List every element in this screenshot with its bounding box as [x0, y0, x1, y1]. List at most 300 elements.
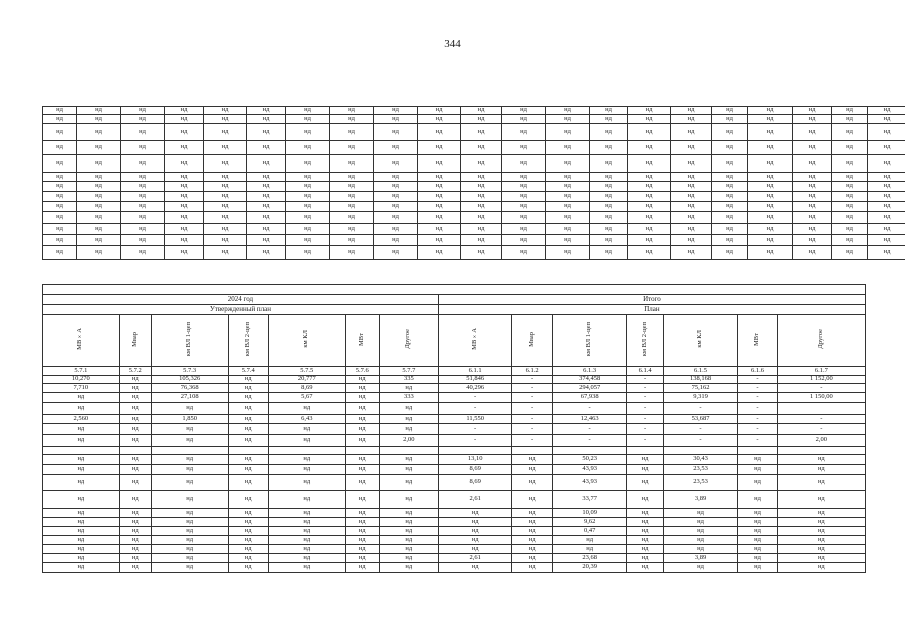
table-cell: нд: [228, 435, 268, 447]
table-cell: нд: [461, 107, 502, 115]
table-cell: нд: [228, 527, 268, 536]
table-cell: нд: [627, 527, 663, 536]
table-cell: -: [627, 403, 663, 415]
table-cell: нд: [286, 192, 330, 202]
table-cell: нд: [546, 182, 590, 192]
table-cell: нд: [793, 182, 832, 192]
column-header-label: км КЛ: [696, 330, 704, 349]
table-row: [43, 212, 905, 224]
table-cell: нд: [663, 536, 738, 545]
table-cell: нд: [590, 155, 628, 173]
table-cell: нд: [628, 202, 671, 212]
table-cell: 335: [379, 376, 438, 384]
table-cell: нд: [461, 235, 502, 246]
table-cell: нд: [345, 403, 379, 415]
table-cell: нд: [712, 115, 748, 124]
table-cell: -: [663, 403, 738, 415]
table-cell: нд: [43, 475, 120, 491]
table-cell: нд: [43, 235, 77, 246]
table-cell: нд: [43, 224, 77, 235]
table-cell: нд: [228, 518, 268, 527]
table-cell: нд: [793, 115, 832, 124]
table-cell: нд: [286, 141, 330, 155]
table-cell: нд: [121, 224, 165, 235]
table-cell: нд: [832, 212, 868, 224]
top-data-table: [42, 106, 905, 260]
table-cell: 13,10: [438, 455, 512, 465]
table-cell: нд: [379, 491, 438, 509]
table-cell: нд: [628, 155, 671, 173]
table-cell: -: [512, 393, 552, 403]
table-cell: нд: [330, 202, 374, 212]
table-cell: нд: [438, 563, 512, 573]
table-cell: нд: [119, 403, 151, 415]
table-cell: нд: [119, 435, 151, 447]
table-cell: нд: [777, 518, 865, 527]
table-cell: нд: [43, 141, 77, 155]
table-cell: нд: [43, 212, 77, 224]
table-cell: нд: [868, 124, 905, 141]
table-cell: [119, 447, 151, 455]
table-cell: нд: [512, 563, 552, 573]
table-cell: нд: [379, 384, 438, 393]
table-cell: нд: [121, 115, 165, 124]
table-cell: нд: [43, 465, 120, 475]
table-cell: нд: [438, 545, 512, 554]
table-cell: нд: [286, 212, 330, 224]
table-cell: нд: [712, 235, 748, 246]
table-cell: нд: [379, 465, 438, 475]
column-code: 5.7.2: [119, 367, 151, 376]
table-row: [43, 173, 905, 182]
table-cell: нд: [268, 545, 345, 554]
table-cell: нд: [546, 246, 590, 260]
table-cell: нд: [627, 518, 663, 527]
unit-header-row: [43, 315, 866, 367]
table-cell: -: [663, 424, 738, 435]
table-cell: нд: [738, 491, 777, 509]
table-cell: нд: [228, 509, 268, 518]
table-cell: нд: [590, 182, 628, 192]
table-cell: нд: [268, 475, 345, 491]
table-cell: нд: [165, 202, 204, 212]
table-cell: нд: [502, 173, 546, 182]
table-cell: нд: [77, 224, 121, 235]
table-row: [43, 518, 866, 527]
table-cell: нд: [627, 554, 663, 563]
table-row: [43, 554, 866, 563]
table-cell: нд: [512, 475, 552, 491]
column-code: 6.1.3: [552, 367, 627, 376]
table-cell: нд: [119, 465, 151, 475]
table-cell: нд: [204, 235, 247, 246]
table-cell: нд: [165, 235, 204, 246]
table-cell: нд: [671, 182, 712, 192]
table-cell: нд: [247, 124, 286, 141]
table-cell: нд: [77, 173, 121, 182]
table-cell: -: [777, 415, 865, 424]
table-cell: нд: [374, 235, 418, 246]
table-row: [43, 393, 866, 403]
table-cell: [345, 447, 379, 455]
table-cell: нд: [663, 563, 738, 573]
table-cell: нд: [461, 246, 502, 260]
table-cell: нд: [868, 192, 905, 202]
table-cell: нд: [738, 455, 777, 465]
table-cell: нд: [868, 107, 905, 115]
table-cell: нд: [418, 115, 461, 124]
table-cell: нд: [43, 192, 77, 202]
column-header: [268, 315, 345, 367]
table-cell: нд: [546, 173, 590, 182]
table-row: [43, 124, 905, 141]
table-cell: нд: [43, 536, 120, 545]
table-cell: нд: [748, 192, 793, 202]
table-cell: нд: [738, 545, 777, 554]
table-cell: нд: [43, 124, 77, 141]
table-cell: нд: [628, 107, 671, 115]
table-cell: нд: [663, 545, 738, 554]
table-cell: нд: [165, 115, 204, 124]
column-header-label: км ВЛ 1-цеп: [585, 322, 593, 357]
table-cell: нд: [793, 212, 832, 224]
table-cell: нд: [777, 563, 865, 573]
table-cell: нд: [43, 202, 77, 212]
table-cell: нд: [286, 235, 330, 246]
table-cell: нд: [43, 518, 120, 527]
table-cell: 40,296: [438, 384, 512, 393]
table-cell: нд: [671, 246, 712, 260]
table-cell: нд: [119, 376, 151, 384]
table-cell: -: [512, 424, 552, 435]
table-cell: нд: [628, 192, 671, 202]
table-cell: -: [738, 435, 777, 447]
table-cell: нд: [121, 155, 165, 173]
table-cell: нд: [345, 475, 379, 491]
table-cell: нд: [379, 403, 438, 415]
table-cell: нд: [712, 141, 748, 155]
table-cell: нд: [832, 246, 868, 260]
table-cell: нд: [374, 246, 418, 260]
table-cell: нд: [119, 509, 151, 518]
table-cell: нд: [502, 182, 546, 192]
table-cell: нд: [151, 563, 228, 573]
column-code: 5.7.4: [228, 367, 268, 376]
table-cell: нд: [228, 491, 268, 509]
column-code: 5.7.5: [268, 367, 345, 376]
table-cell: нд: [748, 212, 793, 224]
table-cell: нд: [247, 155, 286, 173]
column-header-label: Другое: [816, 329, 824, 350]
table-cell: нд: [663, 509, 738, 518]
table-cell: нд: [671, 124, 712, 141]
table-cell: нд: [345, 563, 379, 573]
table-cell: 8,69: [438, 475, 512, 491]
table-cell: нд: [151, 509, 228, 518]
table-cell: -: [512, 376, 552, 384]
table-cell: нд: [628, 212, 671, 224]
column-header-label: Мвар: [130, 331, 138, 347]
table-cell: нд: [590, 235, 628, 246]
table-cell: нд: [546, 202, 590, 212]
table-cell: нд: [502, 202, 546, 212]
table-cell: нд: [627, 491, 663, 509]
table-cell: нд: [546, 224, 590, 235]
table-cell: нд: [379, 415, 438, 424]
table-cell: нд: [374, 155, 418, 173]
table-cell: нд: [663, 527, 738, 536]
table-cell: 105,326: [151, 376, 228, 384]
table-cell: нд: [228, 403, 268, 415]
table-cell: нд: [628, 235, 671, 246]
table-cell: -: [738, 384, 777, 393]
table-cell: нд: [330, 212, 374, 224]
table-cell: нд: [151, 424, 228, 435]
table-cell: нд: [247, 173, 286, 182]
table-row: [43, 384, 866, 393]
table-row: [43, 563, 866, 573]
table-cell: нд: [832, 235, 868, 246]
table-cell: нд: [738, 518, 777, 527]
table-cell: нд: [379, 545, 438, 554]
table-cell: нд: [627, 475, 663, 491]
table-cell: нд: [379, 554, 438, 563]
table-cell: нд: [590, 124, 628, 141]
table-cell: нд: [418, 212, 461, 224]
table-cell: нд: [868, 224, 905, 235]
table-cell: нд: [330, 155, 374, 173]
table-cell: нд: [832, 107, 868, 115]
table-cell: нд: [512, 545, 552, 554]
table-cell: нд: [374, 115, 418, 124]
table-cell: нд: [330, 246, 374, 260]
table-cell: нд: [777, 536, 865, 545]
table-cell: нд: [461, 141, 502, 155]
table-cell: нд: [712, 107, 748, 115]
table-cell: нд: [77, 155, 121, 173]
table-cell: 76,368: [151, 384, 228, 393]
group-header-row: [43, 295, 866, 305]
table-cell: нд: [121, 124, 165, 141]
table-row: [43, 475, 866, 491]
table-cell: нд: [268, 527, 345, 536]
table-cell: нд: [119, 393, 151, 403]
table-cell: нд: [204, 124, 247, 141]
table-cell: -: [738, 393, 777, 403]
table-cell: нд: [165, 212, 204, 224]
table-cell: нд: [374, 224, 418, 235]
table-cell: нд: [832, 141, 868, 155]
table-cell: нд: [268, 554, 345, 563]
table-cell: нд: [268, 518, 345, 527]
table-cell: нд: [374, 124, 418, 141]
table-cell: нд: [165, 224, 204, 235]
subgroup-header-row: [43, 305, 866, 315]
table-cell: нд: [627, 455, 663, 465]
table-cell: нд: [345, 518, 379, 527]
table-cell: 3,89: [663, 554, 738, 563]
table-cell: 20,777: [268, 376, 345, 384]
subgroup-header-plan: План: [438, 305, 865, 315]
table-cell: нд: [43, 491, 120, 509]
table-cell: 67,938: [552, 393, 627, 403]
table-cell: -: [438, 435, 512, 447]
table-cell: 43,93: [552, 475, 627, 491]
table-cell: нд: [268, 563, 345, 573]
table-cell: нд: [868, 235, 905, 246]
table-cell: нд: [512, 527, 552, 536]
table-cell: 374,458: [552, 376, 627, 384]
table-cell: -: [627, 424, 663, 435]
table-cell: -: [512, 415, 552, 424]
table-cell: нд: [228, 393, 268, 403]
table-cell: 7,710: [43, 384, 120, 393]
table-cell: нд: [793, 192, 832, 202]
column-header: [627, 315, 663, 367]
table-cell: нд: [204, 202, 247, 212]
table-cell: 50,23: [552, 455, 627, 465]
column-header-label: км КЛ: [302, 330, 310, 349]
table-cell: 33,77: [552, 491, 627, 509]
table-cell: нд: [121, 107, 165, 115]
table-cell: нд: [712, 246, 748, 260]
table-row: [43, 202, 905, 212]
table-cell: нд: [777, 554, 865, 563]
column-header-label: МВ×А: [76, 328, 84, 351]
table-cell: нд: [418, 235, 461, 246]
table-cell: нд: [228, 384, 268, 393]
table-cell: [151, 447, 228, 455]
table-cell: 1 150,00: [777, 393, 865, 403]
table-cell: нд: [165, 182, 204, 192]
table-row: [43, 435, 866, 447]
table-cell: нд: [43, 393, 120, 403]
table-cell: -: [738, 376, 777, 384]
table-cell: нд: [418, 192, 461, 202]
table-cell: нд: [748, 235, 793, 246]
table-cell: нд: [77, 182, 121, 192]
table-cell: нд: [777, 545, 865, 554]
table-cell: 23,68: [552, 554, 627, 563]
table-cell: нд: [268, 465, 345, 475]
table-cell: [627, 447, 663, 455]
table-cell: нд: [418, 124, 461, 141]
column-header-label: км ВЛ 2-цеп: [243, 322, 251, 357]
table-cell: нд: [671, 235, 712, 246]
table-cell: нд: [502, 224, 546, 235]
table-row: [43, 141, 905, 155]
table-cell: нд: [204, 182, 247, 192]
table-cell: нд: [379, 509, 438, 518]
table-cell: нд: [712, 202, 748, 212]
table-cell: нд: [512, 455, 552, 465]
table-cell: нд: [461, 173, 502, 182]
table-cell: нд: [712, 155, 748, 173]
group-header-2024: 2024 год: [43, 295, 439, 305]
table-cell: нд: [228, 465, 268, 475]
table-cell: нд: [777, 509, 865, 518]
table-cell: [268, 447, 345, 455]
table-cell: нд: [119, 491, 151, 509]
table-cell: нд: [868, 202, 905, 212]
table-cell: нд: [777, 527, 865, 536]
table-cell: -: [552, 424, 627, 435]
table-cell: нд: [43, 455, 120, 465]
table-cell: нд: [628, 115, 671, 124]
table-cell: нд: [43, 509, 120, 518]
table-cell: нд: [286, 124, 330, 141]
table-row: [43, 545, 866, 554]
table-cell: нд: [119, 527, 151, 536]
table-cell: -: [438, 403, 512, 415]
table-cell: нд: [832, 173, 868, 182]
column-header-label: км ВЛ 1-цеп: [185, 322, 193, 357]
column-header: [119, 315, 151, 367]
table-cell: нд: [502, 141, 546, 155]
table-cell: 2,560: [43, 415, 120, 424]
bottom-data-table: [42, 284, 866, 573]
table-cell: нд: [286, 155, 330, 173]
table-cell: нд: [627, 465, 663, 475]
table-cell: нд: [868, 173, 905, 182]
table-cell: нд: [43, 545, 120, 554]
table-cell: нд: [748, 107, 793, 115]
table-cell: нд: [748, 202, 793, 212]
table-cell: нд: [77, 107, 121, 115]
table-cell: нд: [151, 527, 228, 536]
table-cell: нд: [345, 455, 379, 465]
table-cell: нд: [43, 173, 77, 182]
table-cell: нд: [379, 527, 438, 536]
table-cell: нд: [345, 536, 379, 545]
table-cell: -: [512, 384, 552, 393]
table-cell: -: [512, 403, 552, 415]
table-cell: -: [777, 384, 865, 393]
column-header: [345, 315, 379, 367]
table-row: [43, 115, 905, 124]
table-cell: нд: [151, 465, 228, 475]
table-cell: нд: [832, 224, 868, 235]
table-cell: нд: [793, 235, 832, 246]
group-header-total: Итого: [438, 295, 865, 305]
table-cell: нд: [793, 246, 832, 260]
table-cell: нд: [502, 124, 546, 141]
table-cell: нд: [438, 536, 512, 545]
subgroup-header-approved-plan: Утвержденный план: [43, 305, 439, 315]
table-cell: нд: [345, 554, 379, 563]
table-cell: нд: [165, 192, 204, 202]
table-cell: [663, 447, 738, 455]
table-cell: нд: [247, 235, 286, 246]
column-header-label: км ВЛ 2-цеп: [640, 322, 648, 357]
table-cell: нд: [663, 518, 738, 527]
table-cell: нд: [330, 124, 374, 141]
table-cell: нд: [345, 545, 379, 554]
table-cell: -: [627, 435, 663, 447]
table-cell: нд: [512, 509, 552, 518]
table-cell: нд: [438, 518, 512, 527]
table-cell: нд: [165, 173, 204, 182]
table-cell: нд: [268, 435, 345, 447]
table-cell: нд: [43, 115, 77, 124]
table-cell: нд: [43, 182, 77, 192]
table-cell: нд: [379, 563, 438, 573]
table-cell: нд: [793, 202, 832, 212]
table-cell: 8,69: [438, 465, 512, 475]
table-cell: нд: [502, 107, 546, 115]
column-code: 6.1.1: [438, 367, 512, 376]
table-cell: нд: [121, 246, 165, 260]
